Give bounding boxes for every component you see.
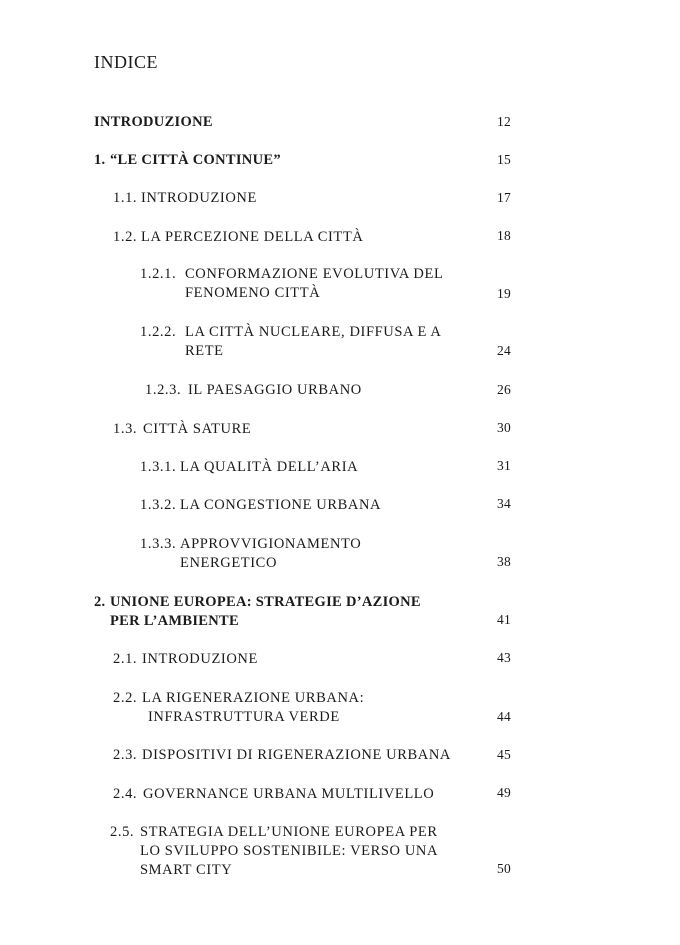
toc-entry-1-2[interactable] — [113, 228, 363, 247]
toc-page-number: 49 — [497, 785, 512, 800]
toc-entry-title-line2: RETE — [185, 343, 224, 359]
toc-entry-chapter-1[interactable] — [94, 151, 281, 170]
toc-entry-1-2-2[interactable] — [140, 323, 441, 361]
toc-entry-title-line2: LO SVILUPPO SOSTENIBILE: VERSO UNA — [140, 843, 439, 859]
toc-page-number: 24 — [497, 343, 512, 358]
toc-entry-1-3-2[interactable] — [140, 496, 381, 515]
toc-page-number: 50 — [497, 861, 512, 876]
toc-entry-title: “LE CITTÀ CONTINUE” — [110, 152, 281, 168]
toc-entry-number: 1.3. — [113, 421, 138, 437]
toc-entry-number: 1.3.3. — [140, 536, 177, 552]
toc-entry-2-4[interactable] — [113, 785, 434, 804]
toc-entry-title-line2: PER L’AMBIENTE — [110, 613, 239, 629]
toc-entry-number: 2. — [94, 594, 106, 610]
page-title: INDICE — [94, 52, 158, 72]
toc-entry-title: INTRODUZIONE — [142, 651, 258, 667]
toc-page-number: 12 — [497, 114, 512, 129]
toc-entry-title: DISPOSITIVI DI RIGENERAZIONE URBANA — [142, 747, 451, 763]
toc-entry-title: LA QUALITÀ DELL’ARIA — [180, 459, 359, 475]
toc-entry-title: GOVERNANCE URBANA MULTILIVELLO — [143, 786, 435, 802]
toc-entry-title-line1: CONFORMAZIONE EVOLUTIVA DEL — [185, 266, 444, 282]
toc-entry-title-line1: APPROVVIGIONAMENTO — [180, 536, 362, 552]
toc-entry-number: 1.3.2. — [140, 497, 177, 513]
toc-entry-number: 2.3. — [113, 747, 138, 763]
toc-page-number: 17 — [497, 190, 512, 205]
toc-page-number: 45 — [497, 747, 512, 762]
toc-entry-1-1[interactable] — [113, 189, 257, 208]
toc-entry-number: 2.1. — [113, 651, 138, 667]
toc-page-number: 44 — [497, 709, 512, 724]
toc-entry-title-line1: LA CITTÀ NUCLEARE, DIFFUSA E A — [185, 324, 442, 340]
toc-page-number: 30 — [497, 420, 512, 435]
toc-entry-title: IL PAESAGGIO URBANO — [188, 382, 362, 398]
toc-entry-2-2[interactable] — [113, 689, 364, 727]
toc-entry-number: 1.2.2. — [140, 324, 177, 340]
toc-entry-title-line2: FENOMENO CITTÀ — [185, 285, 321, 301]
toc-entry-number: 1.2. — [113, 229, 138, 245]
toc-entry-1-3-3[interactable] — [140, 535, 361, 573]
toc-entry-number: 1.3.1. — [140, 459, 177, 475]
toc-entry-number: 2.2. — [113, 690, 138, 706]
toc-entry-number: 1.1. — [113, 190, 138, 206]
toc-entry-2-1[interactable] — [113, 650, 258, 669]
toc-page-number: 18 — [497, 228, 512, 243]
toc-page-number: 38 — [497, 554, 512, 569]
toc-entry-number: 1. — [94, 152, 106, 168]
toc-entry-1-2-3[interactable] — [145, 381, 362, 400]
toc-page-number: 34 — [497, 496, 512, 511]
toc-entry-2-5[interactable] — [110, 823, 438, 880]
toc-page-number: 15 — [497, 152, 512, 167]
toc-entry-1-2-1[interactable] — [140, 265, 443, 303]
toc-entry-number: 2.4. — [113, 786, 138, 802]
toc-entry-title-line1: STRATEGIA DELL’UNIONE EUROPEA PER — [140, 824, 438, 840]
toc-page-number: 43 — [497, 650, 512, 665]
toc-page-number: 31 — [497, 458, 512, 473]
toc-page-number: 19 — [497, 286, 512, 301]
toc-entry-title: LA CONGESTIONE URBANA — [180, 497, 382, 513]
toc-entry-number: 1.2.1. — [140, 266, 177, 282]
toc-entry-number: 2.5. — [110, 824, 135, 840]
toc-entry-title: LA PERCEZIONE DELLA CITTÀ — [141, 229, 364, 245]
toc-entry-title-line2: ENERGETICO — [180, 555, 278, 571]
toc-entry-number: 1.2.3. — [145, 382, 182, 398]
toc-page-number: 26 — [497, 382, 512, 397]
toc-entry-title: INTRODUZIONE — [94, 114, 213, 130]
toc-page-number: 41 — [497, 612, 512, 627]
toc-entry-title-line2: INFRASTRUTTURA VERDE — [148, 709, 340, 725]
toc-entry-1-3[interactable] — [113, 420, 251, 439]
toc-entry-title: CITTÀ SATURE — [143, 421, 252, 437]
toc-entry-title: INTRODUZIONE — [141, 190, 257, 206]
toc-entry-title-line1: UNIONE EUROPEA: STRATEGIE D’AZIONE — [110, 594, 421, 610]
toc-entry-1-3-1[interactable] — [140, 458, 358, 477]
toc-entry-chapter-2[interactable] — [94, 593, 421, 631]
toc-entry-title-line1: LA RIGENERAZIONE URBANA: — [142, 690, 365, 706]
toc-entry-title-line3: SMART CITY — [140, 862, 233, 878]
toc-entry-2-3[interactable] — [113, 746, 451, 765]
toc-entry-introduzione[interactable] — [94, 113, 213, 132]
